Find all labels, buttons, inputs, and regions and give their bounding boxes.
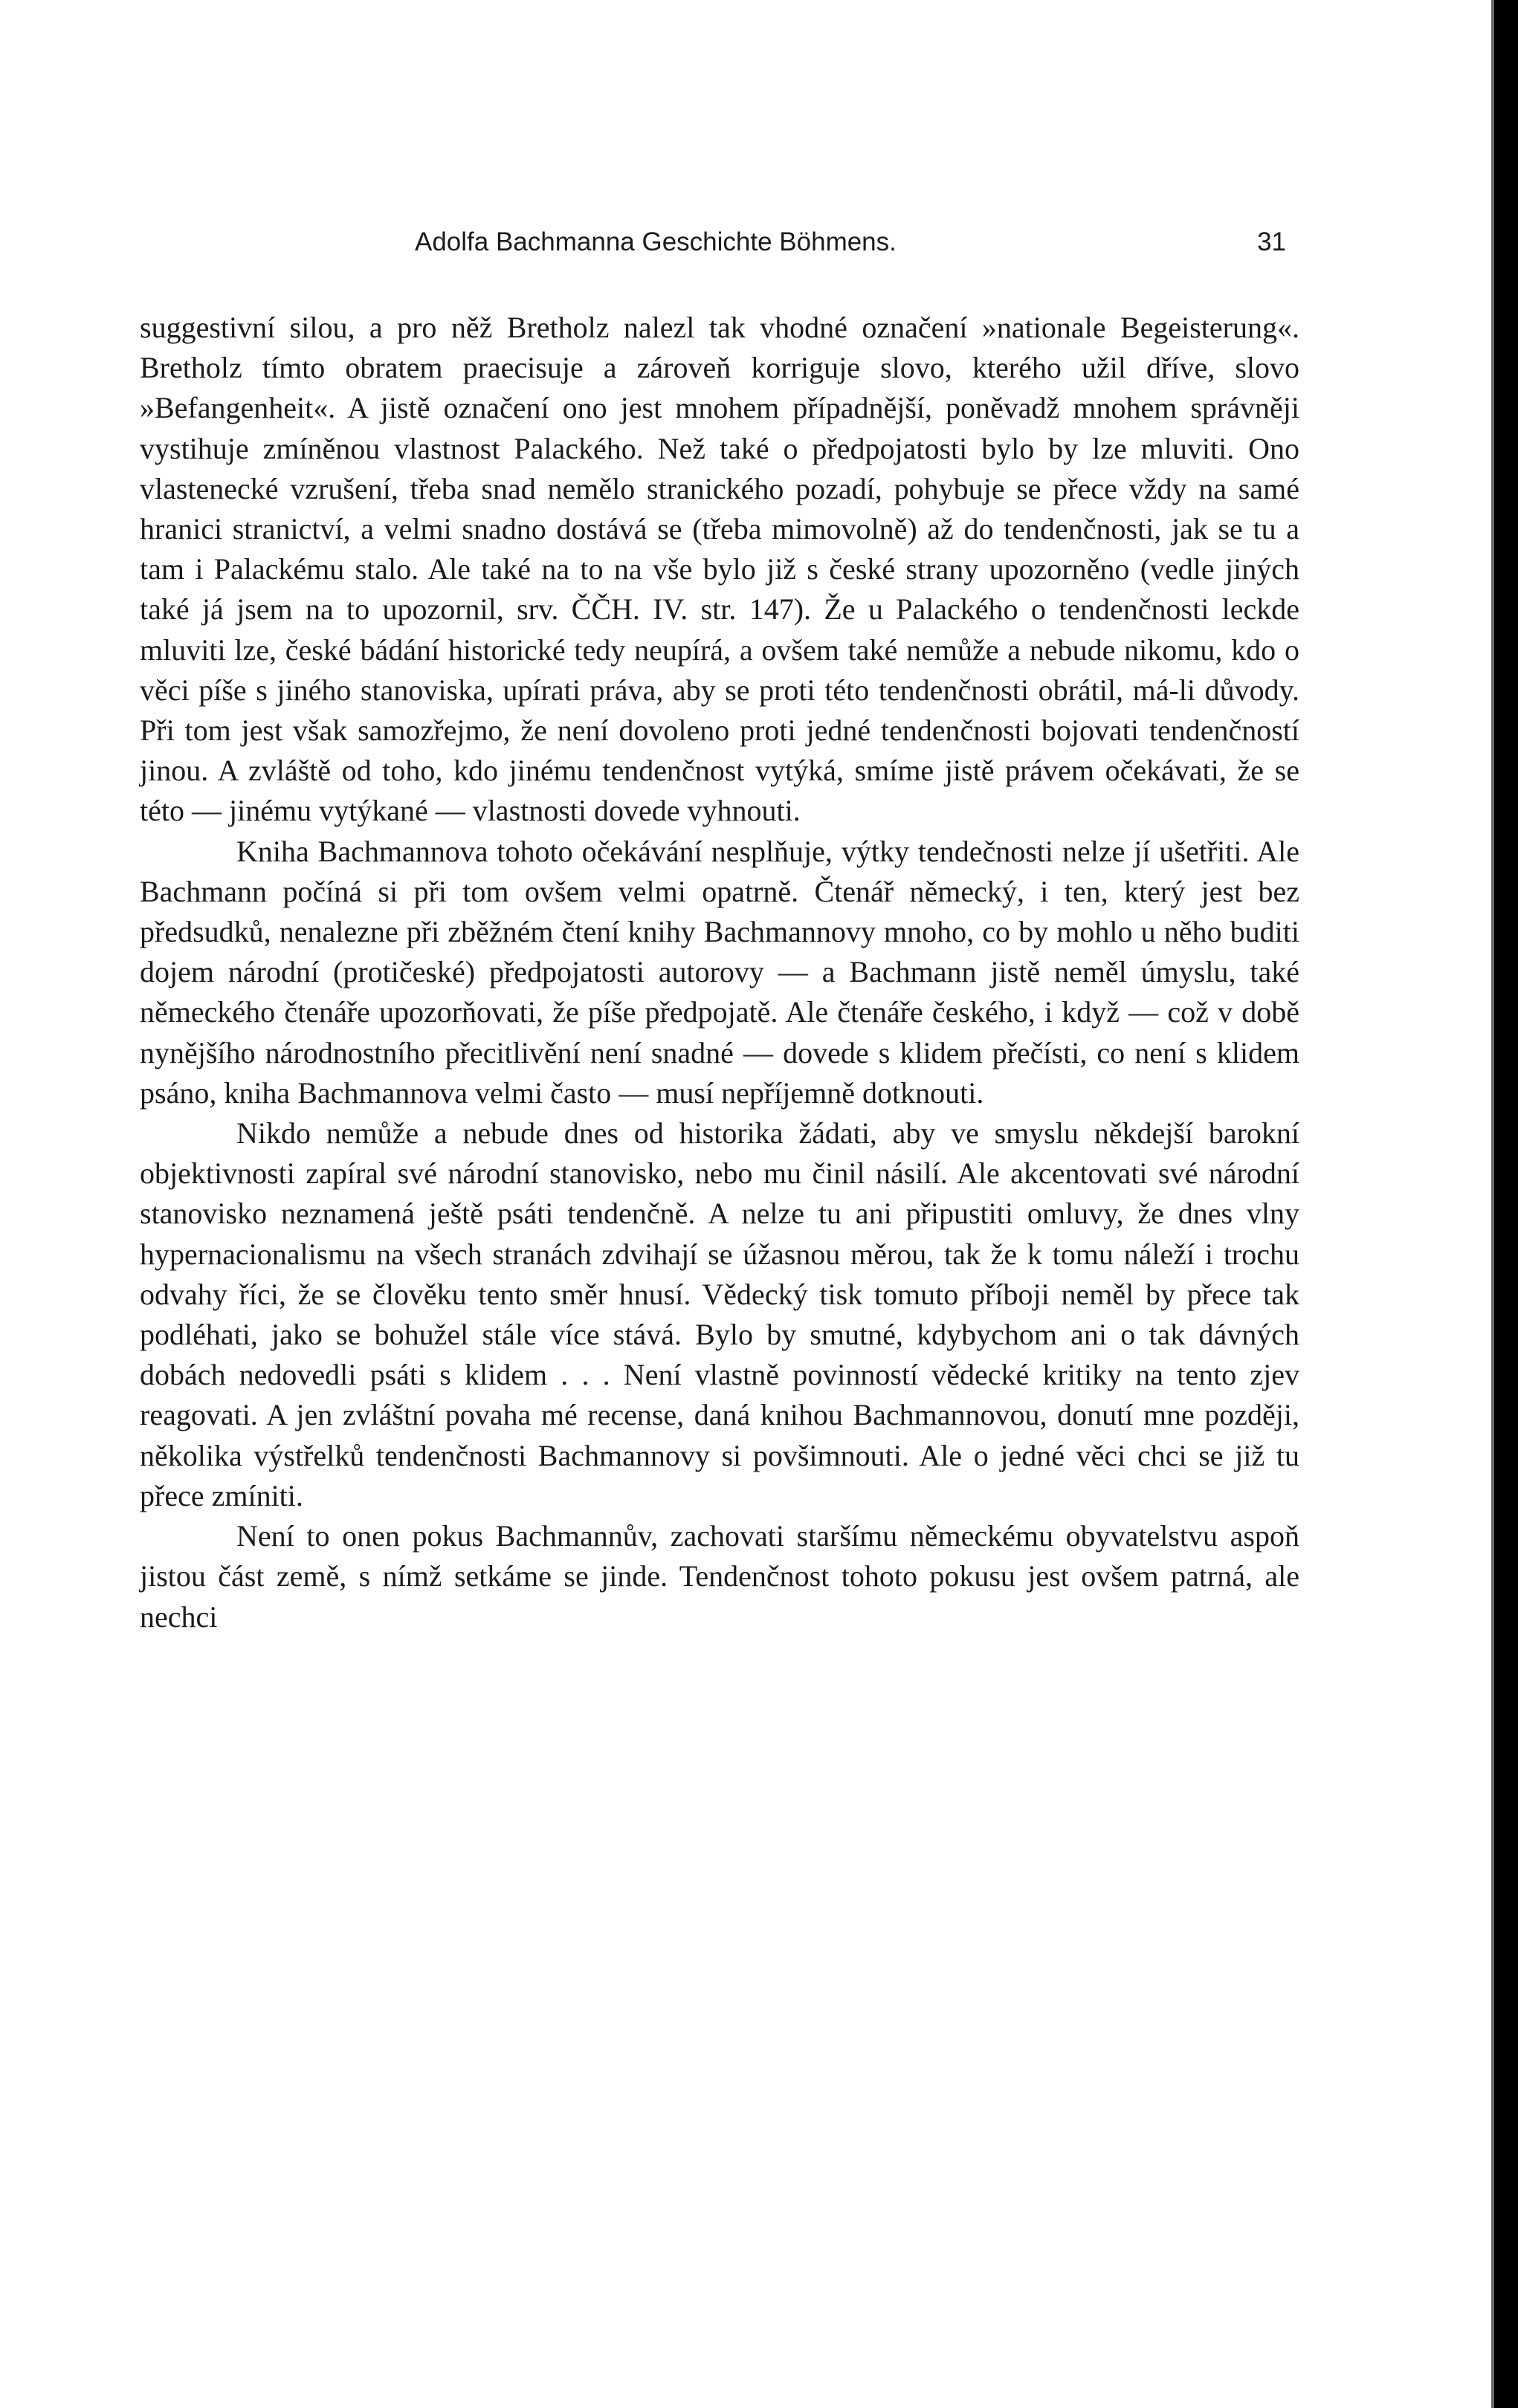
paragraph-2: Kniha Bachmannova tohoto očekávání nesplňuje, výtky tendečnosti nelze jí ušetřiti. Ale Bachmann počíná si při tom ovšem velmi opatrně. Čtenář německý, i ten, který jest bez předsudků, nenalezne při zběžném čtení knihy Bachmannovy mnoho, co by mohlo u něho buditi dojem národní (protičeské) předpojatosti autorovy — a Bachmann jistě neměl úmyslu, také německého čtenáře upozorňovati, že píše předpojatě. Ale čtenáře českého, i když — což v době nynějšího národnostního přecitlivění není snadné — dovede s klidem přečísti, co není s klidem psáno, kniha Bachmannova velmi často — musí nepříjemně dotknouti. bbox=[140, 834, 1299, 1110]
page-header bbox=[140, 220, 1299, 265]
paragraph-1: suggestivní silou, a pro něž Bretholz nalezl tak vhodné označení »nationale Begeisterung«. Bretholz tímto obratem praecisuje a zároveň korriguje slovo, kterého užil dříve, slovo »Befangenheit«. A jistě označení ono jest mnohem případnější, poněvadž mnohem správněji vystihuje zmíněnou vlastnost Palackého. Než také o předpojatosti bylo by lze mluviti. Ono vlastenecké vzrušení, třeba snad nemělo stranického pozadí, pohybuje se přece vždy na samé hranici stranictví, a velmi snadno dostává se (třeba mimovolně) až do tendenčnosti, jak se tu a tam i Palackému stalo. Ale také na to na vše bylo již s české strany upozorněno (vedle jiných také já jsem na to upozornil, srv. ČČH. IV. str. 147). Že u Palackého o tendenčnosti leckde mluviti lze, české bádání historické tedy neupírá, a ovšem také nemůže a nebude nikomu, kdo o věci píše s jiného stanoviska, upírati práva, aby se proti této tendenčnosti obrátil, má-li důvody. Při tom jest však samozřejmo, že není dovoleno proti jedné tendenčnosti bojovati tendenčností jinou. A zvláště od toho, kdo jinému tendenčnost vytýká, smíme jistě právem očekávati, že se této — jinému vytýkané — vlastnosti dovede vyhnouti. bbox=[140, 311, 1299, 828]
running-title: Adolfa Bachmanna Geschichte Böhmens. bbox=[415, 227, 897, 256]
paragraph-4: Není to onen pokus Bachmannův, zachovati staršímu německému obyvatelstvu aspoň jistou část země, s nímž setkáme se jinde. Tendenčnost tohoto pokusu jest ovšem patrná, ale nechci bbox=[140, 1519, 1299, 1634]
body-text bbox=[140, 308, 1299, 1637]
book-page bbox=[140, 220, 1299, 1634]
scan-edge-bar bbox=[1494, 0, 1518, 2408]
paragraph-3: Nikdo nemůže a nebude dnes od historika žádati, aby ve smyslu někdejší barokní objektivnosti zapíral své národní stanovisko, nebo mu činil násilí. Ale akcentovati své národní stanovisko neznamená ještě psáti tendenčně. A nelze tu ani připustiti omluvy, že dnes vlny hypernacionalismu na všech stranách zdvihají se úžasnou měrou, tak že k tomu náleží i trochu odvahy říci, že se člověku tento směr hnusí. Vědecký tisk tomuto příboji neměl by přece tak podléhati, jako se bohužel stále více stává. Bylo by smutné, kdybychom ani o tak dávných dobách nedovedli psáti s klidem . . . Není vlastně povinností vědecké kritiky na tento zjev reagovati. A jen zvláštní povaha mé recense, daná knihou Bachmannovou, donutí mne později, několika výstřelků tendenčnosti Bachmannovy si povšimnouti. Ale o jedné věci chci se již tu přece zmíniti. bbox=[140, 1116, 1299, 1512]
page-number: 31 bbox=[1257, 227, 1286, 256]
